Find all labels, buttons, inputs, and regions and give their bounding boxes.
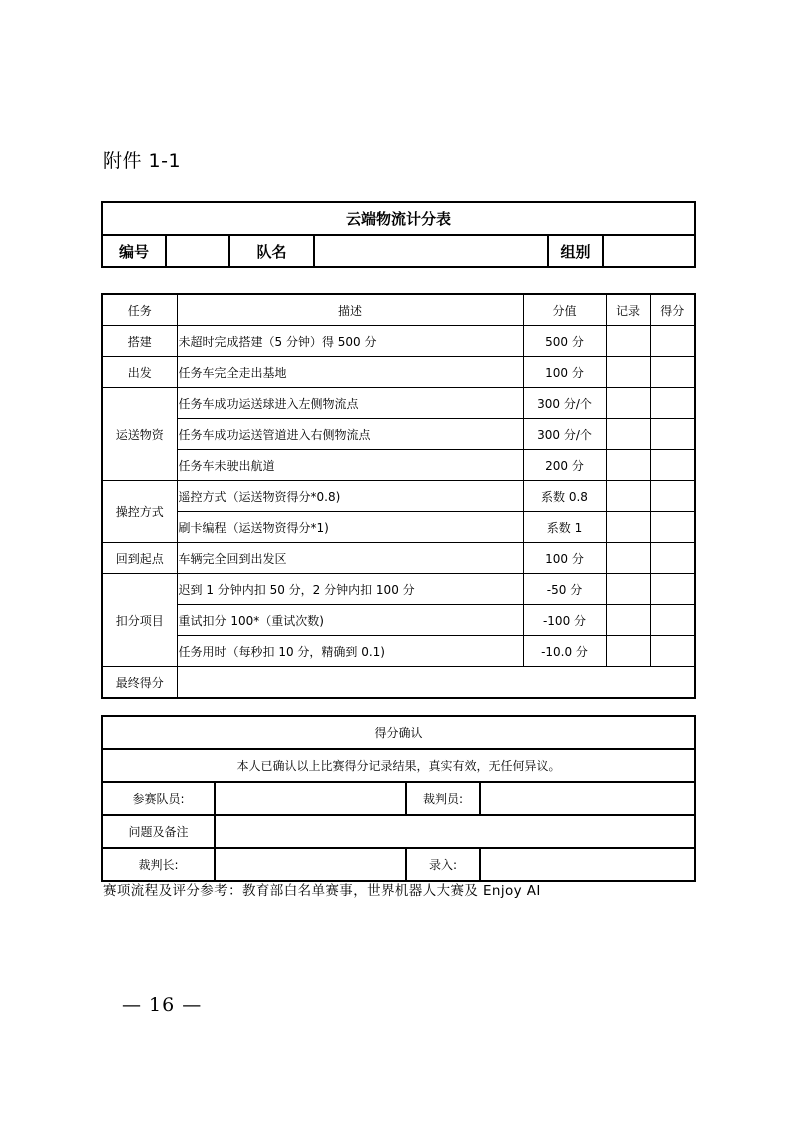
participant-label: 参赛队员:: [102, 782, 215, 815]
record-cell[interactable]: [606, 419, 650, 450]
table-row: [102, 419, 695, 450]
score-cell[interactable]: [650, 388, 695, 419]
score-cell[interactable]: [650, 636, 695, 667]
points-cell: -50 分: [523, 574, 606, 605]
table-row: [102, 481, 695, 512]
referee-signature-field[interactable]: [480, 782, 695, 815]
header-table: [101, 201, 696, 268]
table-row: [102, 574, 695, 605]
task-cell: 出发: [102, 357, 177, 388]
entry-field[interactable]: [480, 848, 695, 881]
team-label: 队名: [229, 235, 314, 267]
final-score-label: 最终得分: [102, 667, 177, 699]
group-label: 组别: [548, 235, 603, 267]
final-score-field[interactable]: [177, 667, 695, 699]
score-cell[interactable]: [650, 512, 695, 543]
score-cell[interactable]: [650, 357, 695, 388]
points-cell: -10.0 分: [523, 636, 606, 667]
entry-label: 录入:: [406, 848, 480, 881]
table-row: [102, 605, 695, 636]
team-field[interactable]: [314, 235, 548, 267]
referee-label: 裁判员:: [406, 782, 480, 815]
number-label: 编号: [102, 235, 166, 267]
description-cell: 迟到 1 分钟内扣 50 分，2 分钟内扣 100 分: [177, 574, 523, 605]
number-field[interactable]: [166, 235, 229, 267]
record-cell[interactable]: [606, 636, 650, 667]
chief-referee-label: 裁判长:: [102, 848, 215, 881]
table-row: [102, 450, 695, 481]
description-cell: 未超时完成搭建（5 分钟）得 500 分: [177, 326, 523, 357]
scoresheet-title: 云端物流计分表: [102, 202, 695, 235]
page-number: — 16 —: [122, 994, 203, 1016]
record-header: 记录: [606, 294, 650, 326]
notes-label: 问题及备注: [102, 815, 215, 848]
score-cell[interactable]: [650, 574, 695, 605]
points-cell: 100 分: [523, 357, 606, 388]
table-header-row: [102, 294, 695, 326]
record-cell[interactable]: [606, 326, 650, 357]
description-cell: 任务用时（每秒扣 10 分，精确到 0.1): [177, 636, 523, 667]
table-row: [102, 357, 695, 388]
record-cell[interactable]: [606, 450, 650, 481]
task-cell: 运送物资: [102, 388, 177, 481]
record-cell[interactable]: [606, 543, 650, 574]
participant-signature-field[interactable]: [215, 782, 406, 815]
description-cell: 任务车未驶出航道: [177, 450, 523, 481]
record-cell[interactable]: [606, 574, 650, 605]
score-cell[interactable]: [650, 543, 695, 574]
points-cell: 系数 0.8: [523, 481, 606, 512]
chief-referee-signature-field[interactable]: [215, 848, 406, 881]
task-cell: 操控方式: [102, 481, 177, 543]
record-cell[interactable]: [606, 605, 650, 636]
points-cell: 300 分/个: [523, 419, 606, 450]
points-cell: 100 分: [523, 543, 606, 574]
table-row: [102, 388, 695, 419]
points-cell: 系数 1: [523, 512, 606, 543]
description-header: 描述: [177, 294, 523, 326]
points-cell: -100 分: [523, 605, 606, 636]
table-row: [102, 636, 695, 667]
table-row: [102, 543, 695, 574]
table-row: [102, 326, 695, 357]
confirmation-statement: 本人已确认以上比赛得分记录结果，真实有效，无任何异议。: [102, 749, 695, 782]
score-cell[interactable]: [650, 481, 695, 512]
description-cell: 任务车成功运送管道进入右侧物流点: [177, 419, 523, 450]
table-row: [102, 512, 695, 543]
task-cell: 搭建: [102, 326, 177, 357]
description-cell: 车辆完全回到出发区: [177, 543, 523, 574]
confirmation-title: 得分确认: [102, 716, 695, 749]
points-header: 分值: [523, 294, 606, 326]
score-cell[interactable]: [650, 605, 695, 636]
score-cell[interactable]: [650, 450, 695, 481]
score-confirmation-table: [101, 715, 696, 882]
score-header: 得分: [650, 294, 695, 326]
description-cell: 刷卡编程（运送物资得分*1): [177, 512, 523, 543]
points-cell: 500 分: [523, 326, 606, 357]
final-score-row: [102, 667, 695, 699]
record-cell[interactable]: [606, 481, 650, 512]
record-cell[interactable]: [606, 512, 650, 543]
reference-note: 赛项流程及评分参考：教育部白名单赛事，世界机器人大赛及 Enjoy AI: [103, 883, 541, 899]
notes-field[interactable]: [215, 815, 695, 848]
description-cell: 任务车完全走出基地: [177, 357, 523, 388]
points-cell: 200 分: [523, 450, 606, 481]
record-cell[interactable]: [606, 388, 650, 419]
group-field[interactable]: [603, 235, 695, 267]
task-cell: 回到起点: [102, 543, 177, 574]
task-header: 任务: [102, 294, 177, 326]
description-cell: 任务车成功运送球进入左侧物流点: [177, 388, 523, 419]
description-cell: 遥控方式（运送物资得分*0.8): [177, 481, 523, 512]
score-cell[interactable]: [650, 419, 695, 450]
score-cell[interactable]: [650, 326, 695, 357]
description-cell: 重试扣分 100*（重试次数): [177, 605, 523, 636]
attachment-label: 附件 1-1: [103, 150, 182, 172]
task-cell: 扣分项目: [102, 574, 177, 667]
points-cell: 300 分/个: [523, 388, 606, 419]
record-cell[interactable]: [606, 357, 650, 388]
score-table: [101, 293, 696, 699]
